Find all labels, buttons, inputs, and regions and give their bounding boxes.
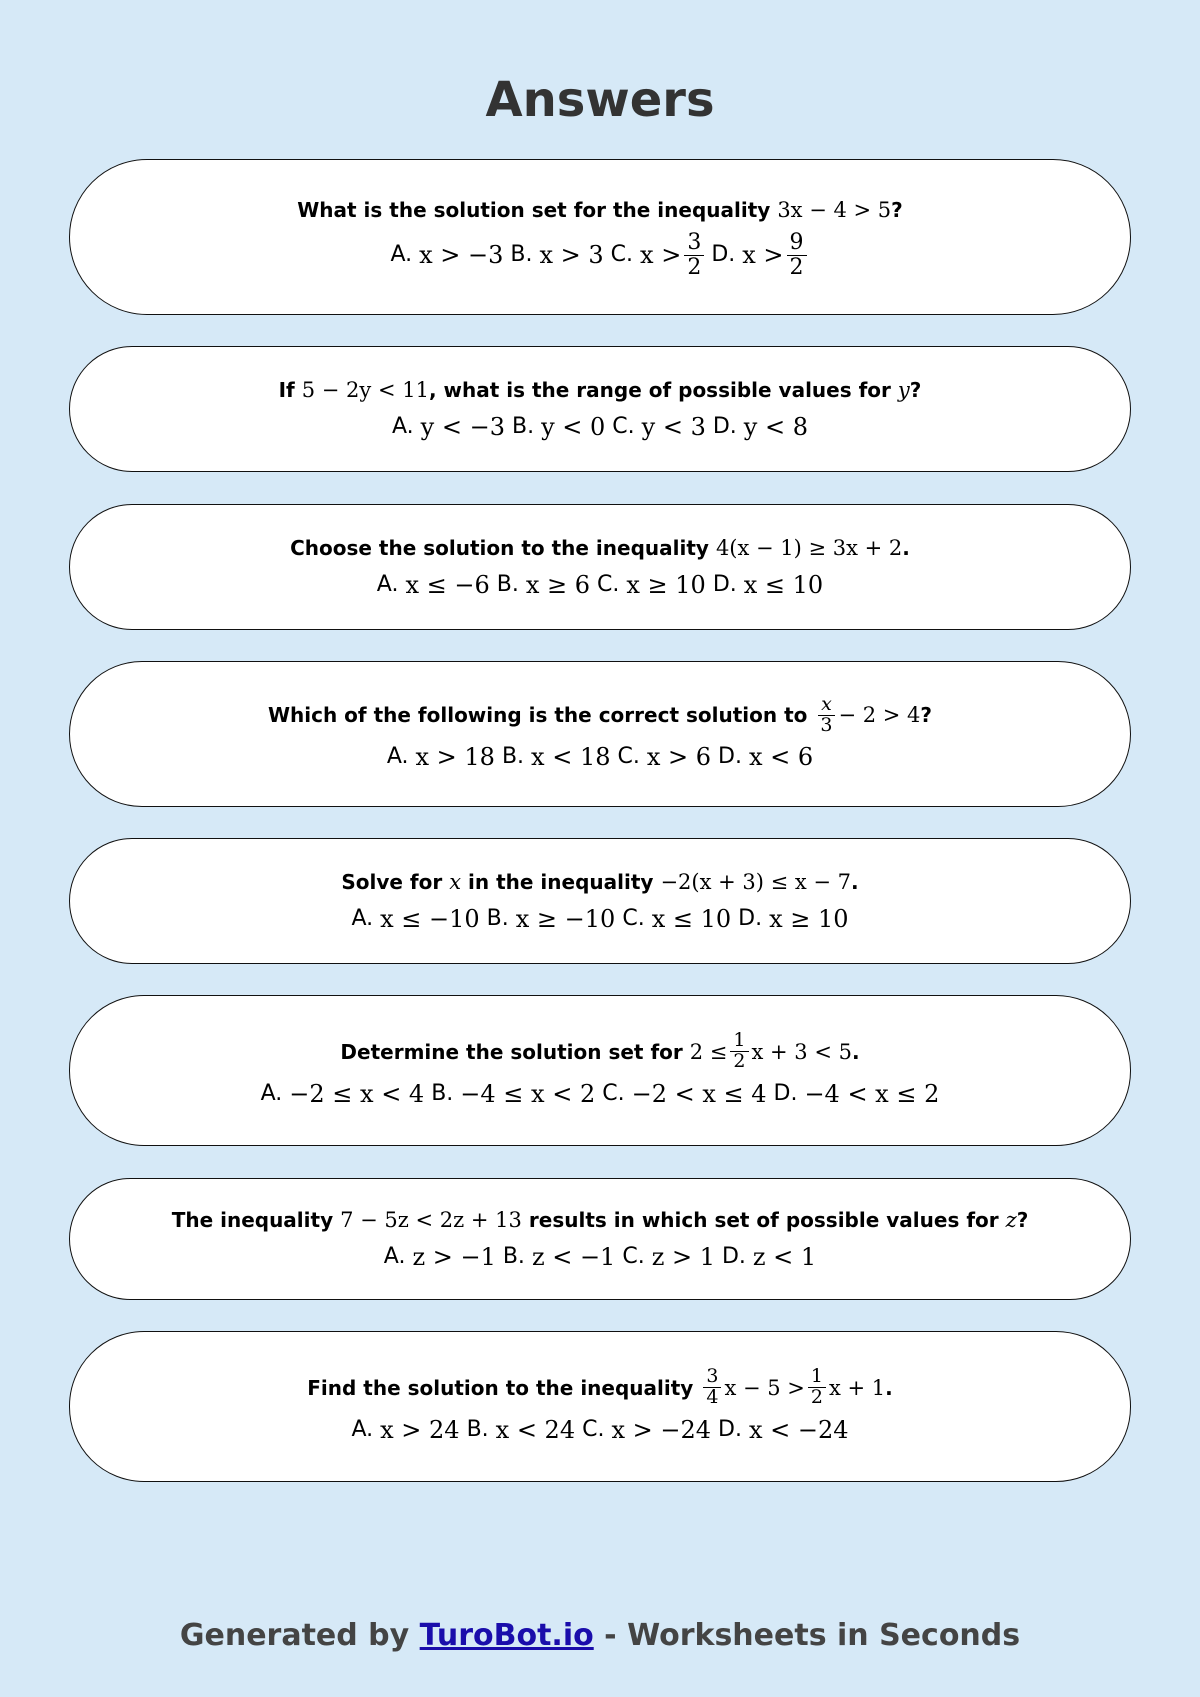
option-d-label: D. bbox=[712, 572, 737, 597]
question-end: . bbox=[851, 1039, 860, 1064]
fraction-denominator: 2 bbox=[789, 254, 804, 280]
option-a-expression: x > 18 bbox=[415, 743, 495, 772]
question-card-4 bbox=[69, 661, 1131, 807]
option-b-expression: x ≥ 6 bbox=[525, 571, 590, 599]
option-d-label: D. bbox=[718, 744, 742, 770]
footer-suffix: - Worksheets in Seconds bbox=[604, 1618, 1021, 1653]
option-c-label: C. bbox=[622, 906, 645, 931]
question-prefix: The inequality bbox=[171, 1208, 334, 1232]
fraction-denominator: 2 bbox=[733, 1050, 746, 1072]
question-expression-middle: x − 5 > bbox=[724, 1375, 805, 1400]
option-c-label: C. bbox=[582, 1416, 605, 1442]
question-end: . bbox=[885, 1375, 893, 1400]
option-d-expression: z < 1 bbox=[752, 1243, 817, 1271]
option-d-expression bbox=[742, 231, 809, 278]
fraction-denominator: 4 bbox=[706, 1386, 719, 1408]
option-a-label: A. bbox=[351, 1416, 374, 1442]
question-prompt: What is the solution set for the inequality bbox=[297, 198, 771, 223]
question-card-6 bbox=[69, 995, 1131, 1146]
question-expression: 5 − 2y < 11 bbox=[301, 378, 429, 402]
option-c-expression: z > 1 bbox=[651, 1243, 715, 1271]
question-middle: in the inequality bbox=[468, 870, 654, 894]
option-a-expression: x > 24 bbox=[380, 1415, 460, 1444]
option-d-label: D. bbox=[711, 242, 736, 267]
option-b-expression: x > 3 bbox=[539, 241, 604, 269]
question-end: ? bbox=[909, 378, 922, 402]
question-text bbox=[340, 1031, 859, 1072]
option-b-expression: z < −1 bbox=[531, 1243, 616, 1271]
option-d-label: D. bbox=[712, 414, 737, 439]
page-title: Answers bbox=[485, 72, 715, 128]
fraction-denominator: 3 bbox=[820, 713, 833, 736]
question-prefix: If bbox=[278, 378, 295, 402]
option-d-label: D. bbox=[721, 1244, 746, 1269]
option-c-expression: x ≤ 10 bbox=[651, 905, 732, 933]
option-b-expression: x < 24 bbox=[495, 1415, 576, 1444]
option-d-expression: y < 8 bbox=[743, 413, 808, 441]
question-card-7 bbox=[69, 1178, 1131, 1300]
question-end: . bbox=[902, 536, 910, 560]
option-d-prefix: x > bbox=[742, 241, 784, 269]
footer-prefix: Generated by bbox=[179, 1618, 410, 1653]
question-text bbox=[290, 533, 910, 563]
option-c-expression: x > −24 bbox=[611, 1415, 712, 1444]
option-d-expression: x < 6 bbox=[748, 743, 814, 772]
question-text bbox=[267, 692, 933, 736]
option-a-expression: x ≤ −6 bbox=[405, 571, 490, 599]
option-d-expression: x ≥ 10 bbox=[769, 905, 849, 933]
fraction-denominator: 2 bbox=[687, 254, 702, 280]
question-prompt: Choose the solution to the inequality bbox=[290, 536, 709, 560]
question-expression: 7 − 5z < 2z + 13 bbox=[340, 1208, 522, 1232]
question-card-3 bbox=[69, 504, 1131, 630]
option-c-label: C. bbox=[602, 1080, 625, 1106]
fraction-numerator: 1 bbox=[808, 1367, 826, 1388]
answer-options bbox=[261, 1078, 940, 1110]
question-prompt: Determine the solution set for bbox=[340, 1039, 683, 1064]
question-card-1 bbox=[69, 159, 1131, 315]
question-fraction-2 bbox=[808, 1367, 826, 1408]
option-b-label: B. bbox=[502, 1244, 525, 1269]
question-prefix: Solve for bbox=[341, 870, 443, 894]
question-variable: y bbox=[897, 378, 910, 402]
option-b-label: B. bbox=[511, 414, 535, 439]
question-variable: x bbox=[449, 870, 462, 894]
answer-options bbox=[384, 1241, 816, 1273]
option-c-label: C. bbox=[622, 1244, 645, 1269]
option-a-expression: x ≤ −10 bbox=[380, 905, 480, 933]
option-a-expression: −2 ≤ x < 4 bbox=[289, 1079, 425, 1108]
option-c-expression: x > 6 bbox=[646, 743, 712, 772]
question-expression: 3x − 4 > 5 bbox=[777, 198, 892, 223]
option-c-expression: x ≥ 10 bbox=[626, 571, 706, 599]
answer-options bbox=[351, 1414, 848, 1446]
fraction-numerator: x bbox=[818, 695, 835, 716]
option-a-label: A. bbox=[260, 1080, 283, 1106]
question-text bbox=[172, 1205, 1029, 1235]
option-a-label: A. bbox=[351, 906, 374, 931]
question-fraction bbox=[730, 1031, 748, 1072]
question-middle: results in which set of possible values for bbox=[528, 1208, 999, 1232]
question-expression bbox=[700, 1367, 885, 1408]
option-b-expression: x ≥ −10 bbox=[515, 905, 616, 933]
option-c-prefix: x > bbox=[640, 241, 682, 269]
option-a-expression: x > −3 bbox=[419, 241, 504, 269]
option-b-label: B. bbox=[486, 906, 509, 931]
question-text bbox=[307, 1367, 892, 1408]
question-expression bbox=[814, 692, 921, 736]
option-c-label: C. bbox=[617, 744, 640, 770]
question-card-5 bbox=[69, 838, 1131, 964]
option-b-expression: −4 ≤ x < 2 bbox=[460, 1079, 596, 1108]
option-b-label: B. bbox=[496, 572, 519, 597]
question-text bbox=[341, 867, 858, 897]
option-c-expression: −2 < x ≤ 4 bbox=[631, 1079, 767, 1108]
question-end: . bbox=[851, 870, 859, 894]
option-c-fraction bbox=[684, 231, 704, 278]
fraction-numerator: 3 bbox=[703, 1367, 721, 1388]
option-a-label: A. bbox=[386, 744, 409, 770]
option-c-label: C. bbox=[610, 242, 634, 267]
footer bbox=[0, 1618, 1200, 1653]
question-middle: , what is the range of possible values for bbox=[428, 378, 891, 402]
option-b-label: B. bbox=[510, 242, 533, 267]
option-a-expression: y < −3 bbox=[420, 413, 505, 441]
option-b-label: B. bbox=[501, 744, 525, 770]
option-a-label: A. bbox=[383, 1244, 406, 1269]
question-card-8 bbox=[69, 1331, 1131, 1482]
question-fraction-1 bbox=[703, 1367, 721, 1408]
fraction-numerator: 3 bbox=[684, 231, 704, 255]
question-prompt: Which of the following is the correct solution to bbox=[267, 703, 808, 727]
question-end: ? bbox=[920, 703, 933, 727]
option-d-label: D. bbox=[718, 1416, 742, 1442]
fraction-numerator: 1 bbox=[730, 1031, 748, 1052]
option-a-label: A. bbox=[390, 242, 413, 267]
option-c-expression bbox=[640, 231, 707, 278]
question-text bbox=[279, 375, 922, 405]
question-expression bbox=[690, 1031, 852, 1072]
option-d-fraction bbox=[787, 231, 807, 278]
question-end: ? bbox=[1016, 1208, 1029, 1232]
answer-options bbox=[392, 411, 808, 443]
option-c-expression: y < 3 bbox=[641, 413, 706, 441]
fraction-denominator: 2 bbox=[810, 1386, 823, 1408]
question-expression-start: 2 ≤ bbox=[689, 1039, 728, 1064]
option-a-label: A. bbox=[376, 572, 399, 597]
option-b-label: B. bbox=[466, 1416, 489, 1442]
question-text bbox=[297, 195, 903, 225]
option-c-label: C. bbox=[612, 414, 635, 439]
question-expression: 4(x − 1) ≥ 3x + 2 bbox=[715, 536, 903, 560]
answer-options bbox=[377, 569, 823, 601]
option-d-label: D. bbox=[738, 906, 763, 931]
question-card-2 bbox=[69, 346, 1131, 472]
answer-options bbox=[351, 903, 848, 935]
turobot-link[interactable]: TuroBot.io bbox=[419, 1618, 594, 1653]
question-expression-rest: x + 1 bbox=[828, 1375, 886, 1400]
option-b-label: B. bbox=[431, 1080, 454, 1106]
question-fraction bbox=[817, 692, 835, 736]
option-d-expression: x < −24 bbox=[748, 1415, 849, 1444]
fraction-numerator: 9 bbox=[787, 231, 807, 255]
question-prompt: Find the solution to the inequality bbox=[307, 1375, 694, 1400]
option-d-label: D. bbox=[773, 1080, 798, 1106]
option-d-expression: x ≤ 10 bbox=[743, 571, 824, 599]
question-variable: z bbox=[1005, 1208, 1017, 1232]
option-b-expression: x < 18 bbox=[531, 743, 611, 772]
question-expression: −2(x + 3) ≤ x − 7 bbox=[660, 870, 852, 894]
option-d-expression: −4 < x ≤ 2 bbox=[804, 1079, 940, 1108]
option-a-label: A. bbox=[392, 414, 414, 439]
question-expression-rest: − 2 > 4 bbox=[838, 703, 921, 727]
option-a-expression: z > −1 bbox=[412, 1243, 496, 1271]
option-c-label: C. bbox=[597, 572, 620, 597]
answer-options bbox=[387, 741, 813, 773]
question-expression-rest: x + 3 < 5 bbox=[751, 1039, 852, 1064]
question-end: ? bbox=[891, 198, 903, 223]
option-b-expression: y < 0 bbox=[541, 413, 606, 441]
answer-options bbox=[390, 231, 809, 278]
